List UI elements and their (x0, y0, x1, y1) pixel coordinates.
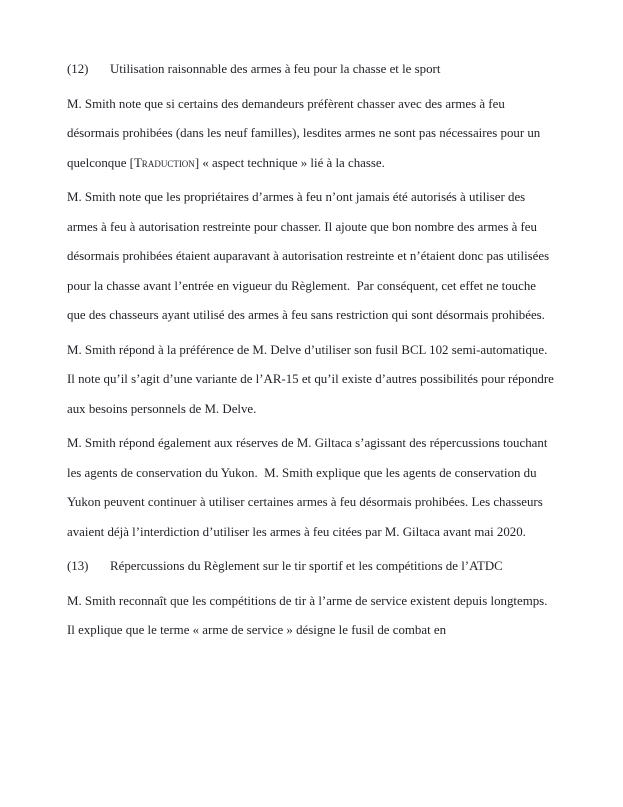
section-number: (13) (67, 559, 89, 573)
paragraph-text: M. Smith répond également aux réserves de M. Giltaca s’agissant des répercussions touchant les agents de conservation du Yukon. M. Smith explique que les agents de conservation du Yukon peuvent continuer à utiliser certaines armes à feu désormais prohibées. Les chasseurs avaient déjà l’interdiction d’utiliser les armes à feu citées par M. Giltaca avant mai 2020. (67, 436, 551, 539)
smallcaps-translation-marker: Traduction (133, 155, 195, 170)
section-number: (12) (67, 62, 89, 76)
paragraph (67, 183, 557, 331)
paragraph-text: ] « aspect technique » lié à la chasse. (194, 155, 385, 170)
section-heading-13 (67, 552, 557, 582)
section-title: Utilisation raisonnable des armes à feu pour la chasse et le sport (110, 62, 441, 76)
document-content (67, 55, 557, 651)
paragraph-text: M. Smith répond à la préférence de M. Delve d’utiliser son fusil BCL 102 semi-automatique. Il note qu’il s’agit d’une variante de l’AR-15 et qu’il existe d’autres possibilités pour répondre aux besoins personnels de M. Delve. (67, 342, 558, 416)
section-title: Répercussions du Règlement sur le tir sportif et les compétitions de l’ATDC (110, 559, 503, 573)
paragraph-text: M. Smith reconnaît que les compétitions de tir à l’arme de service existent depuis longtemps. Il explique que le terme « arme de service » désigne le fusil de combat en (67, 593, 554, 637)
section-heading-12 (67, 55, 557, 85)
paragraph-text: M. Smith note que les propriétaires d’armes à feu n’ont jamais été autorisés à utiliser des armes à feu à autorisation restreinte pour chasser. Il ajoute que bon nombre des armes à feu désormais prohibées étaient auparavant à autorisation restreinte et n’étaient donc pas utilisées pour la chasse avant l’entrée en vigueur du Règlement. Par conséquent, cet effet ne touche que des chasseurs ayant utilisé des armes à feu sans restriction qui sont désormais prohibées. (67, 190, 553, 322)
paragraph (67, 336, 557, 425)
paragraph (67, 587, 557, 646)
paragraph (67, 429, 557, 547)
paragraph-text: M. Smith note que si certains des demandeurs préfèrent chasser avec des armes à feu désormais prohibées (dans les neuf familles), lesdites armes ne sont pas nécessaires pour un quelconque [ (67, 96, 544, 170)
paragraph (67, 90, 557, 179)
